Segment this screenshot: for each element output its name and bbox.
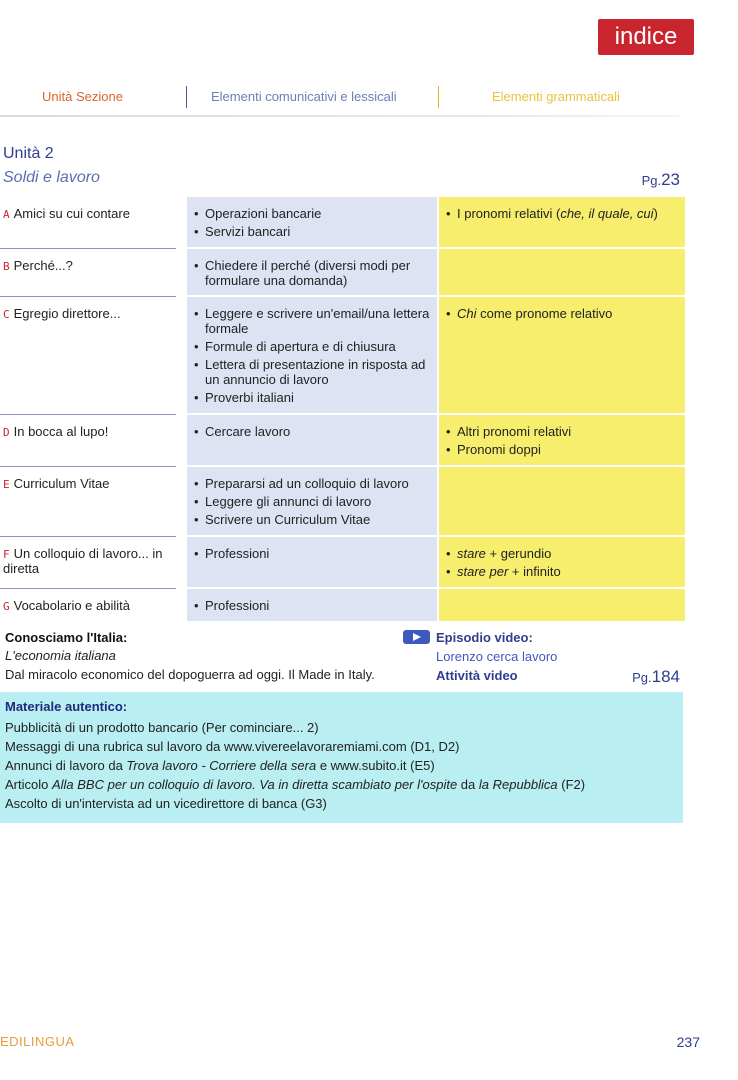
section-cell[interactable]	[0, 415, 176, 467]
indice-tab[interactable]: indice	[598, 19, 694, 55]
table-row	[0, 415, 685, 467]
communicative-cell	[187, 297, 437, 415]
list-item: • Scrivere un Curriculum Vitae	[192, 512, 437, 527]
list-item: • stare + gerundio	[444, 546, 685, 561]
section-cell[interactable]	[0, 249, 176, 297]
communicative-cell	[187, 197, 437, 249]
contents-table	[0, 197, 685, 623]
section-title: Curriculum Vitae	[13, 476, 110, 491]
list-item: Annunci di lavoro da Trova lavoro - Corriere della sera e www.subito.it (E5)	[5, 758, 435, 773]
grammar-cell	[439, 415, 685, 467]
list-item: • Chiedere il perché (diversi modi per formulare una domanda)	[192, 258, 437, 288]
section-cell[interactable]	[0, 589, 176, 623]
communicative-cell	[187, 249, 437, 297]
grammar-cell	[439, 197, 685, 249]
list-item: • Professioni	[192, 598, 437, 613]
episodio-video-title: Episodio video:	[436, 630, 533, 645]
table-row	[0, 297, 685, 415]
materiale-autentico-title: Materiale autentico:	[5, 699, 128, 714]
section-letter: F	[3, 548, 10, 561]
section-letter: G	[3, 600, 10, 613]
section-letter: C	[3, 308, 10, 321]
header-elementi-grammaticali: Elementi grammaticali	[492, 89, 620, 104]
list-item: Ascolto di un'intervista ad un vicedirettore di banca (G3)	[5, 796, 327, 811]
list-item: • Servizi bancari	[192, 224, 437, 239]
list-item: • I pronomi relativi (che, il quale, cui)	[444, 206, 685, 221]
list-item: Articolo Alla BBC per un colloquio di lavoro. Va in diretta scambiato per l'ospite da la Repubblica (F2)	[5, 777, 586, 792]
publisher-logo: EDILINGUA	[0, 1034, 75, 1049]
section-letter: B	[3, 260, 10, 273]
list-item: • Cercare lavoro	[192, 424, 437, 439]
grammar-cell	[439, 297, 685, 415]
section-title: In bocca al lupo!	[13, 424, 109, 439]
table-row	[0, 197, 685, 249]
header-elementi-comunicativi: Elementi comunicativi e lessicali	[211, 89, 397, 104]
list-item: • Proverbi italiani	[192, 390, 437, 405]
section-title: Amici su cui contare	[13, 206, 130, 221]
page-number: 237	[676, 1034, 700, 1050]
grammar-cell	[439, 537, 685, 589]
section-letter: D	[3, 426, 10, 439]
communicative-cell	[187, 537, 437, 589]
unit-title: Unità 2	[3, 145, 54, 162]
communicative-cell	[187, 467, 437, 537]
header-unita-sezione: Unità Sezione	[42, 89, 123, 104]
video-page-ref[interactable]: Pg.184	[632, 667, 680, 686]
list-item: • Lettera di presentazione in risposta ad un annuncio di lavoro	[192, 357, 437, 387]
materiale-autentico-list	[5, 718, 683, 813]
list-item: • Chi come pronome relativo	[444, 306, 685, 321]
grammar-cell	[439, 589, 685, 623]
conosciamo-description: Dal miracolo economico del dopoguerra ad oggi. Il Made in Italy.	[5, 667, 375, 682]
header-divider	[438, 86, 439, 108]
attivita-video: Attività video	[436, 668, 518, 683]
list-item: • Professioni	[192, 546, 437, 561]
section-cell[interactable]	[0, 197, 176, 249]
header-rule	[0, 115, 680, 117]
section-cell[interactable]	[0, 467, 176, 537]
list-item: Pubblicità di un prodotto bancario (Per cominciare... 2)	[5, 720, 319, 735]
list-item: • Leggere e scrivere un'email/una lettera formale	[192, 306, 437, 336]
table-row	[0, 589, 685, 623]
list-item: • Formule di apertura e di chiusura	[192, 339, 437, 354]
list-item: • Pronomi doppi	[444, 442, 685, 457]
list-item: • Prepararsi ad un colloquio di lavoro	[192, 476, 437, 491]
section-title: Egregio direttore...	[13, 306, 121, 321]
video-play-icon	[403, 630, 430, 644]
list-item: • Operazioni bancarie	[192, 206, 437, 221]
list-item: • Altri pronomi relativi	[444, 424, 685, 439]
section-letter: A	[3, 208, 10, 221]
list-item: • stare per + infinito	[444, 564, 685, 579]
section-cell[interactable]	[0, 297, 176, 415]
list-item: Messaggi di una rubrica sul lavoro da www.vivereelavoraremiami.com (D1, D2)	[5, 739, 460, 754]
grammar-cell	[439, 467, 685, 537]
header-divider	[186, 86, 187, 108]
unit-page-ref[interactable]: Pg.23	[641, 170, 680, 189]
episodio-video-subtitle: Lorenzo cerca lavoro	[436, 649, 558, 664]
section-title: Un colloquio di lavoro... in diretta	[3, 546, 163, 576]
list-item: • Leggere gli annunci di lavoro	[192, 494, 437, 509]
materiale-autentico-box	[0, 692, 683, 823]
grammar-cell	[439, 249, 685, 297]
table-row	[0, 249, 685, 297]
section-title: Vocabolario e abilità	[13, 598, 130, 613]
communicative-cell	[187, 589, 437, 623]
communicative-cell	[187, 415, 437, 467]
conosciamo-subtitle: L'economia italiana	[5, 648, 116, 663]
table-row	[0, 537, 685, 589]
table-row	[0, 467, 685, 537]
section-letter: E	[3, 478, 10, 491]
unit-subtitle: Soldi e lavoro	[3, 169, 100, 186]
section-cell[interactable]	[0, 537, 176, 589]
section-title: Perché...?	[13, 258, 73, 273]
conosciamo-title: Conosciamo l'Italia:	[5, 630, 128, 645]
